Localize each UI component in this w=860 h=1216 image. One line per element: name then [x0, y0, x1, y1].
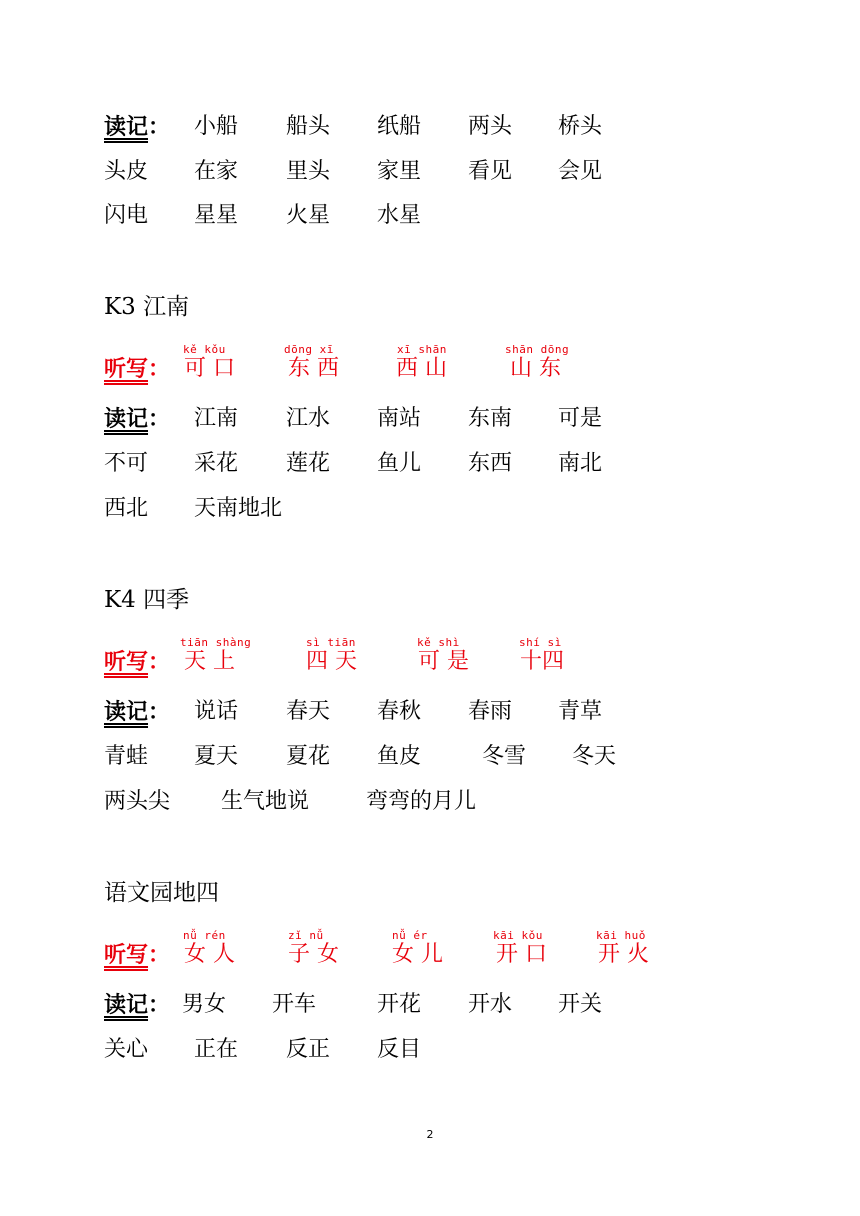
dictation-label: 听写： — [104, 356, 171, 382]
vocab-word: 春秋 — [377, 699, 422, 724]
dictation-word: 东 西 — [288, 356, 339, 381]
vocab-word: 鱼儿 — [377, 451, 422, 476]
pinyin: kě shì — [417, 636, 460, 649]
vocab-word: 纸船 — [377, 114, 422, 139]
read-label: 读记： — [104, 699, 171, 725]
dictation-word: 天 上 — [184, 649, 235, 674]
vocab-word: 不可 — [104, 451, 149, 476]
vocab-word: 春天 — [286, 699, 331, 724]
vocab-word: 里头 — [286, 159, 331, 184]
dictation-word: 山 东 — [510, 356, 561, 381]
lesson-title: 语文园地四 — [104, 880, 219, 906]
lesson-code: K3 — [104, 294, 136, 320]
vocab-word: 男女 — [182, 992, 227, 1017]
vocab-word: 冬天 — [572, 744, 617, 769]
vocab-word: 头皮 — [104, 159, 149, 184]
read-label: 读记： — [104, 406, 171, 432]
vocab-word: 闪电 — [104, 203, 149, 228]
read-label: 读记： — [104, 992, 171, 1018]
pinyin: shí sì — [519, 636, 562, 649]
vocab-word: 两头尖 — [104, 789, 171, 814]
lesson-heading — [104, 876, 219, 910]
vocab-word: 说话 — [194, 699, 239, 724]
pinyin: kāi kǒu — [493, 929, 543, 942]
vocab-word: 星星 — [194, 203, 239, 228]
lesson-title: 四季 — [143, 587, 190, 613]
pinyin: sì tiān — [306, 636, 356, 649]
vocab-word: 江南 — [194, 406, 239, 431]
dictation-word: 四 天 — [306, 649, 357, 674]
dictation-word: 开 口 — [496, 942, 547, 967]
vocab-word: 开关 — [558, 992, 603, 1017]
vocab-word: 东西 — [468, 451, 513, 476]
vocab-word: 夏天 — [194, 744, 239, 769]
vocab-word: 反正 — [286, 1037, 331, 1062]
vocab-word: 正在 — [194, 1037, 239, 1062]
lesson-code: K4 — [104, 587, 136, 613]
vocab-word: 南北 — [558, 451, 603, 476]
vocab-word: 反目 — [377, 1037, 422, 1062]
dictation-label: 听写： — [104, 649, 171, 675]
dictation-word: 可 是 — [418, 649, 469, 674]
dictation-word: 子 女 — [288, 942, 339, 967]
lesson-title: 江南 — [143, 294, 190, 320]
vocab-word: 南站 — [377, 406, 422, 431]
pinyin: tiān shàng — [180, 636, 252, 649]
pinyin: kě kǒu — [183, 343, 226, 356]
pinyin: zǐ nǚ — [288, 929, 324, 942]
vocab-word: 采花 — [194, 451, 239, 476]
vocab-word: 两头 — [468, 114, 513, 139]
vocab-word: 船头 — [286, 114, 331, 139]
vocab-word: 水星 — [377, 203, 422, 228]
lesson-heading — [104, 583, 189, 617]
vocab-word: 桥头 — [558, 114, 603, 139]
vocab-word: 关心 — [104, 1037, 149, 1062]
vocab-word: 西北 — [104, 496, 149, 521]
dictation-word: 西 山 — [396, 356, 447, 381]
dictation-word: 女 儿 — [392, 942, 443, 967]
vocab-word: 冬雪 — [482, 744, 527, 769]
vocab-word: 小船 — [194, 114, 239, 139]
lesson-heading — [104, 290, 189, 324]
vocab-word: 看见 — [468, 159, 513, 184]
read-label: 读记： — [104, 114, 171, 140]
vocab-word: 青蛙 — [104, 744, 149, 769]
vocab-word: 江水 — [286, 406, 331, 431]
page-number: 2 — [426, 1128, 434, 1141]
pinyin: shān dōng — [505, 343, 570, 356]
dictation-word: 可 口 — [184, 356, 235, 381]
vocab-word: 开水 — [468, 992, 513, 1017]
vocab-word: 可是 — [558, 406, 603, 431]
vocab-word: 生气地说 — [221, 789, 310, 814]
vocab-word: 火星 — [286, 203, 331, 228]
vocab-word: 鱼皮 — [377, 744, 422, 769]
vocab-word: 东南 — [468, 406, 513, 431]
vocab-word: 春雨 — [468, 699, 513, 724]
vocab-word: 会见 — [558, 159, 603, 184]
pinyin: nǚ ér — [392, 929, 428, 942]
pinyin: nǚ rén — [183, 929, 226, 942]
vocab-word: 青草 — [558, 699, 603, 724]
vocab-word: 弯弯的月儿 — [366, 789, 477, 814]
dictation-word: 开 火 — [598, 942, 649, 967]
pinyin: dōng xī — [284, 343, 334, 356]
vocab-word: 开花 — [377, 992, 422, 1017]
vocab-word: 夏花 — [286, 744, 331, 769]
dictation-word: 女 人 — [184, 942, 235, 967]
pinyin: xī shān — [397, 343, 447, 356]
dictation-label: 听写： — [104, 942, 171, 968]
dictation-word: 十四 — [520, 649, 565, 674]
pinyin: kāi huǒ — [596, 929, 646, 942]
vocab-word: 在家 — [194, 159, 239, 184]
vocab-word: 天南地北 — [194, 496, 283, 521]
vocab-word: 家里 — [377, 159, 422, 184]
vocab-word: 莲花 — [286, 451, 331, 476]
vocab-word: 开车 — [272, 992, 317, 1017]
